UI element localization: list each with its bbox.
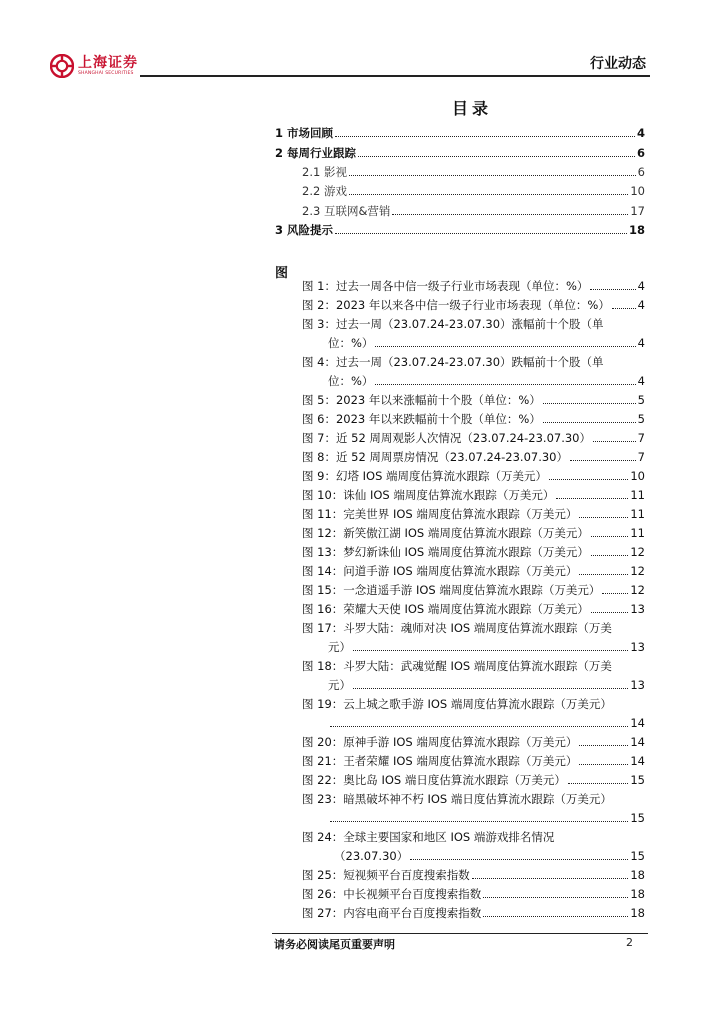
dot-leader	[358, 156, 635, 157]
figure-entry[interactable]	[302, 582, 645, 598]
dot-leader	[375, 384, 635, 385]
dot-leader	[568, 783, 629, 784]
dot-leader	[335, 233, 627, 234]
dot-leader	[570, 460, 636, 461]
figure-label: 图 13：梦幻新诛仙 IOS 端周度估算流水跟踪（万美元）	[302, 545, 589, 559]
figure-page: 13	[630, 640, 645, 654]
figure-label: 图 25：短视频平台百度搜索指数	[302, 868, 470, 882]
figure-page: 5	[637, 393, 645, 407]
figure-entry[interactable]	[328, 335, 645, 351]
toc-entry[interactable]	[302, 164, 645, 180]
figure-page: 11	[630, 488, 645, 502]
figure-page: 14	[630, 716, 645, 730]
figure-label-line1[interactable]: 图 4：过去一周（23.07.24-23.07.30）跌幅前十个股（单	[302, 355, 604, 369]
figure-page: 4	[637, 374, 645, 388]
dot-leader	[353, 650, 628, 651]
figure-entry[interactable]	[302, 487, 645, 503]
figure-label-line2: （23.07.30）	[334, 849, 409, 863]
toc-entry[interactable]	[302, 203, 645, 219]
dot-leader	[556, 498, 628, 499]
dot-leader	[602, 593, 628, 594]
figure-label: 图 15：一念逍遥手游 IOS 端周度估算流水跟踪（万美元）	[302, 583, 601, 597]
toc-entry[interactable]	[302, 183, 645, 199]
figure-page: 14	[630, 754, 645, 768]
figure-page: 11	[630, 526, 645, 540]
dot-leader	[591, 536, 629, 537]
figure-entry[interactable]	[302, 886, 645, 902]
figure-entry[interactable]	[302, 601, 645, 617]
figure-label: 图 10：诛仙 IOS 端周度估算流水跟踪（万美元）	[302, 488, 555, 502]
figure-entry[interactable]	[328, 639, 645, 655]
figure-label: 图 21：王者荣耀 IOS 端周度估算流水跟踪（万美元）	[302, 754, 578, 768]
figure-label-line1[interactable]: 图 17：斗罗大陆：魂师对决 IOS 端周度估算流水跟踪（万美	[302, 621, 612, 635]
dot-leader	[579, 745, 628, 746]
figure-entry[interactable]	[302, 563, 645, 579]
figure-page: 7	[637, 450, 645, 464]
logo-english-name: SHANGHAI SECURITIES	[78, 70, 134, 76]
toc-title: 目录	[451, 99, 492, 118]
figure-label: 图 6：2023 年以来跌幅前十个股（单位：%）	[302, 412, 541, 426]
figure-label: 图 5：2023 年以来涨幅前十个股（单位：%）	[302, 393, 541, 407]
dot-leader	[392, 214, 628, 215]
figure-label: 图 2：2023 年以来各中信一级子行业市场表现（单位：%）	[302, 298, 610, 312]
dot-leader	[612, 308, 636, 309]
figure-label: 图 20：原神手游 IOS 端周度估算流水跟踪（万美元）	[302, 735, 578, 749]
dot-leader	[483, 897, 628, 898]
figure-entry[interactable]	[302, 753, 645, 769]
figure-page: 4	[637, 279, 645, 293]
figure-entry[interactable]	[302, 468, 645, 484]
figure-entry[interactable]	[302, 772, 645, 788]
figure-page: 12	[630, 564, 645, 578]
dot-leader	[549, 479, 628, 480]
toc-entry-label: 2 每周行业跟踪	[275, 146, 357, 160]
figure-label: 图 1：过去一周各中信一级子行业市场表现（单位：%）	[302, 279, 589, 293]
dot-leader	[591, 612, 629, 613]
figure-entry[interactable]	[302, 297, 645, 313]
figure-label: 图 11：完美世界 IOS 端周度估算流水跟踪（万美元）	[302, 507, 578, 521]
figure-entry[interactable]	[302, 525, 645, 541]
dot-leader	[410, 859, 628, 860]
toc-entry-label: 2.3 互联网&营销	[302, 204, 391, 218]
figure-label: 图 16：荣耀大天使 IOS 端周度估算流水跟踪（万美元）	[302, 602, 589, 616]
toc-entry[interactable]	[275, 145, 645, 161]
dot-leader	[353, 688, 628, 689]
figure-label-line2: 位：%）	[328, 374, 374, 388]
dot-leader	[472, 878, 629, 879]
dot-leader	[349, 194, 628, 195]
figure-entry[interactable]	[302, 867, 645, 883]
page-header	[50, 52, 650, 82]
figure-label-line2: 位：%）	[328, 336, 374, 350]
figure-entry[interactable]	[302, 392, 645, 408]
figure-label-line2: 元）	[328, 678, 351, 692]
figure-page: 4	[637, 336, 645, 350]
figure-label-line1[interactable]: 图 18：斗罗大陆：武魂觉醒 IOS 端周度估算流水跟踪（万美	[302, 659, 612, 673]
figure-page: 18	[630, 887, 645, 901]
figure-page: 18	[630, 868, 645, 882]
figure-page: 11	[630, 507, 645, 521]
figure-entry[interactable]	[302, 506, 645, 522]
dot-leader	[349, 175, 636, 176]
toc-entry-label: 2.1 影视	[302, 165, 347, 179]
toc-entry-page: 4	[636, 126, 645, 140]
figure-entry[interactable]	[302, 430, 645, 446]
figure-page: 10	[630, 469, 645, 483]
figure-page: 13	[630, 678, 645, 692]
dot-leader	[591, 555, 629, 556]
figure-page: 13	[630, 602, 645, 616]
figure-page: 14	[630, 735, 645, 749]
company-logo	[50, 54, 138, 78]
dot-leader	[330, 821, 628, 822]
figure-entry[interactable]	[328, 810, 645, 826]
toc-entry-page: 18	[628, 223, 645, 237]
figure-page: 15	[630, 811, 645, 825]
figure-page: 15	[630, 849, 645, 863]
toc-entry-label: 2.2 游戏	[302, 184, 347, 198]
figure-entry[interactable]	[302, 905, 645, 921]
page-number: 2	[626, 936, 633, 949]
toc-entry-page: 10	[630, 184, 645, 198]
footer-divider	[272, 933, 648, 934]
figure-entry[interactable]	[328, 677, 645, 693]
figure-entry[interactable]	[302, 278, 645, 294]
figure-entry[interactable]	[302, 734, 645, 750]
figure-page: 15	[630, 773, 645, 787]
figure-entry[interactable]	[328, 715, 645, 731]
figure-page: 7	[637, 431, 645, 445]
logo-mark-icon	[50, 54, 74, 78]
toc-entry-page: 17	[630, 204, 645, 218]
dot-leader	[590, 289, 635, 290]
dot-leader	[579, 764, 628, 765]
figure-label: 图 27：内容电商平台百度搜索指数	[302, 906, 482, 920]
header-divider	[140, 75, 650, 77]
figure-entry[interactable]	[328, 373, 645, 389]
figure-label: 图 7：近 52 周周观影人次情况（23.07.24-23.07.30）	[302, 431, 591, 445]
dot-leader	[579, 574, 628, 575]
dot-leader	[543, 403, 636, 404]
figures-heading: 图	[275, 266, 289, 281]
dot-leader	[375, 346, 635, 347]
figure-label: 图 26：中长视频平台百度搜索指数	[302, 887, 482, 901]
figure-entry[interactable]	[302, 411, 645, 427]
figure-label-line1[interactable]: 图 24：全球主要国家和地区 IOS 端游戏排名情况	[302, 830, 555, 844]
figure-page: 4	[637, 298, 645, 312]
figure-label: 图 9：幻塔 IOS 端周度估算流水跟踪（万美元）	[302, 469, 548, 483]
dot-leader	[483, 916, 628, 917]
figure-entry[interactable]	[334, 848, 645, 864]
figure-label-line1[interactable]: 图 23：暗黑破坏神不朽 IOS 端日度估算流水跟踪（万美元）	[302, 792, 612, 806]
toc-entry-label: 1 市场回顾	[275, 126, 334, 140]
dot-leader	[543, 422, 636, 423]
dot-leader	[579, 517, 628, 518]
figure-label-line2: 元）	[328, 640, 351, 654]
toc-entry[interactable]	[275, 125, 645, 141]
dot-leader	[330, 726, 628, 727]
logo-chinese-name: 上海证券	[78, 54, 138, 71]
dot-leader	[335, 136, 635, 137]
figure-label: 图 12：新笑傲江湖 IOS 端周度估算流水跟踪（万美元）	[302, 526, 589, 540]
figure-entry[interactable]	[302, 544, 645, 560]
figure-page: 12	[630, 583, 645, 597]
figure-label-line1[interactable]: 图 3：过去一周（23.07.24-23.07.30）涨幅前十个股（单	[302, 317, 604, 331]
figure-page: 12	[630, 545, 645, 559]
figure-label: 图 8：近 52 周周票房情况（23.07.24-23.07.30）	[302, 450, 568, 464]
dot-leader	[593, 441, 636, 442]
toc-entry-page: 6	[636, 146, 645, 160]
figure-entry[interactable]	[302, 449, 645, 465]
toc-entry[interactable]	[275, 222, 645, 238]
toc-entry-page: 6	[637, 165, 645, 179]
figure-page: 18	[630, 906, 645, 920]
figure-label-line1[interactable]: 图 19：云上城之歌手游 IOS 端周度估算流水跟踪（万美元）	[302, 697, 612, 711]
figure-label: 图 22：奥比岛 IOS 端日度估算流水跟踪（万美元）	[302, 773, 566, 787]
toc-entry-label: 3 风险提示	[275, 223, 334, 237]
document-type: 行业动态	[590, 56, 646, 72]
figure-page: 5	[637, 412, 645, 426]
footer-disclaimer: 请务必阅读尾页重要声明	[274, 938, 395, 951]
figure-label: 图 14：问道手游 IOS 端周度估算流水跟踪（万美元）	[302, 564, 578, 578]
